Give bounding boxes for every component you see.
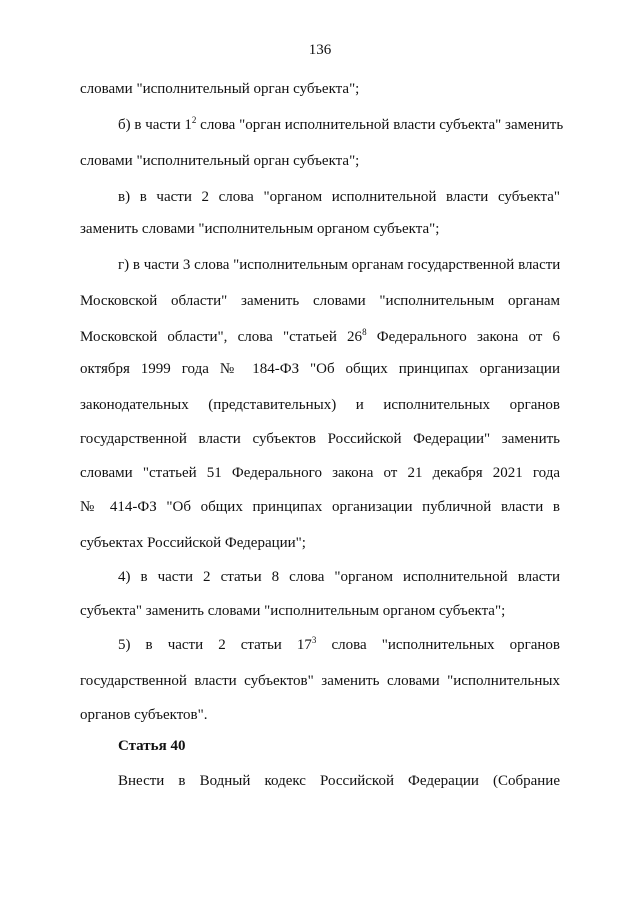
text-segment: государственной власти субъектов" заменить словами "исполнительных	[80, 673, 560, 689]
text-segment: словами "статьей 51 Федерального закона от 21 декабря 2021 года	[80, 465, 560, 481]
article-heading: Статья 40	[118, 738, 186, 754]
text-segment: органов субъектов".	[80, 707, 208, 723]
text-line	[118, 636, 560, 655]
text-segment: заменить словами "исполнительным органом субъекта";	[80, 221, 440, 237]
text-segment: Федерального закона от 6	[366, 329, 560, 345]
text-line	[80, 80, 560, 98]
text-line	[118, 188, 560, 206]
superscript: 2	[191, 115, 197, 125]
text-segment: № 414-ФЗ "Об общих принципах организации публичной власти в	[80, 499, 560, 515]
text-segment: государственной власти субъектов Российской Федерации" заменить	[80, 431, 560, 447]
text-segment: в) в части 2 слова "органом исполнительной власти субъекта"	[118, 189, 560, 205]
text-segment: законодательных (представительных) и исполнительных органов	[80, 397, 560, 413]
superscript: 3	[311, 635, 317, 645]
text-segment: г) в части 3 слова "исполнительным органам государственной власти	[118, 257, 561, 273]
text-segment: слова "орган исполнительной власти субъекта" заменить	[196, 117, 564, 133]
text-line	[80, 534, 560, 552]
text-segment: слова "исполнительных органов	[316, 637, 561, 653]
text-line	[80, 152, 560, 170]
text-segment: октября 1999 года № 184-ФЗ "Об общих принципах организации	[80, 361, 560, 377]
text-segment: словами "исполнительный орган субъекта";	[80, 81, 360, 97]
text-line	[80, 360, 560, 378]
article-text-line: Внести в Водный кодекс Российской Федерации (Собрание	[118, 773, 560, 789]
text-segment: б) в части 1	[118, 117, 192, 133]
text-line	[80, 498, 560, 516]
text-segment: словами "исполнительный орган субъекта";	[80, 153, 360, 169]
text-segment: субъектах Российской Федерации";	[80, 535, 306, 551]
text-line	[80, 464, 560, 482]
text-line	[118, 568, 560, 586]
text-line	[118, 115, 564, 135]
text-segment: Московской области" заменить словами "исполнительным органам	[80, 293, 560, 309]
text-line	[80, 396, 560, 414]
text-segment: Московской области", слова "статьей 26	[80, 329, 363, 345]
text-line	[80, 706, 560, 724]
superscript: 8	[362, 327, 367, 337]
text-segment: 5) в части 2 статьи 17	[118, 637, 312, 653]
text-line	[80, 220, 560, 238]
text-line	[80, 672, 560, 690]
text-line	[80, 602, 560, 620]
text-segment: субъекта" заменить словами "исполнительным органом субъекта";	[80, 603, 506, 619]
text-line	[80, 430, 560, 448]
page-number: 136	[308, 42, 332, 58]
text-segment: 4) в части 2 статьи 8 слова "органом исполнительной власти	[118, 569, 560, 585]
text-line	[80, 292, 560, 310]
text-line	[118, 256, 560, 274]
text-line	[80, 328, 560, 347]
